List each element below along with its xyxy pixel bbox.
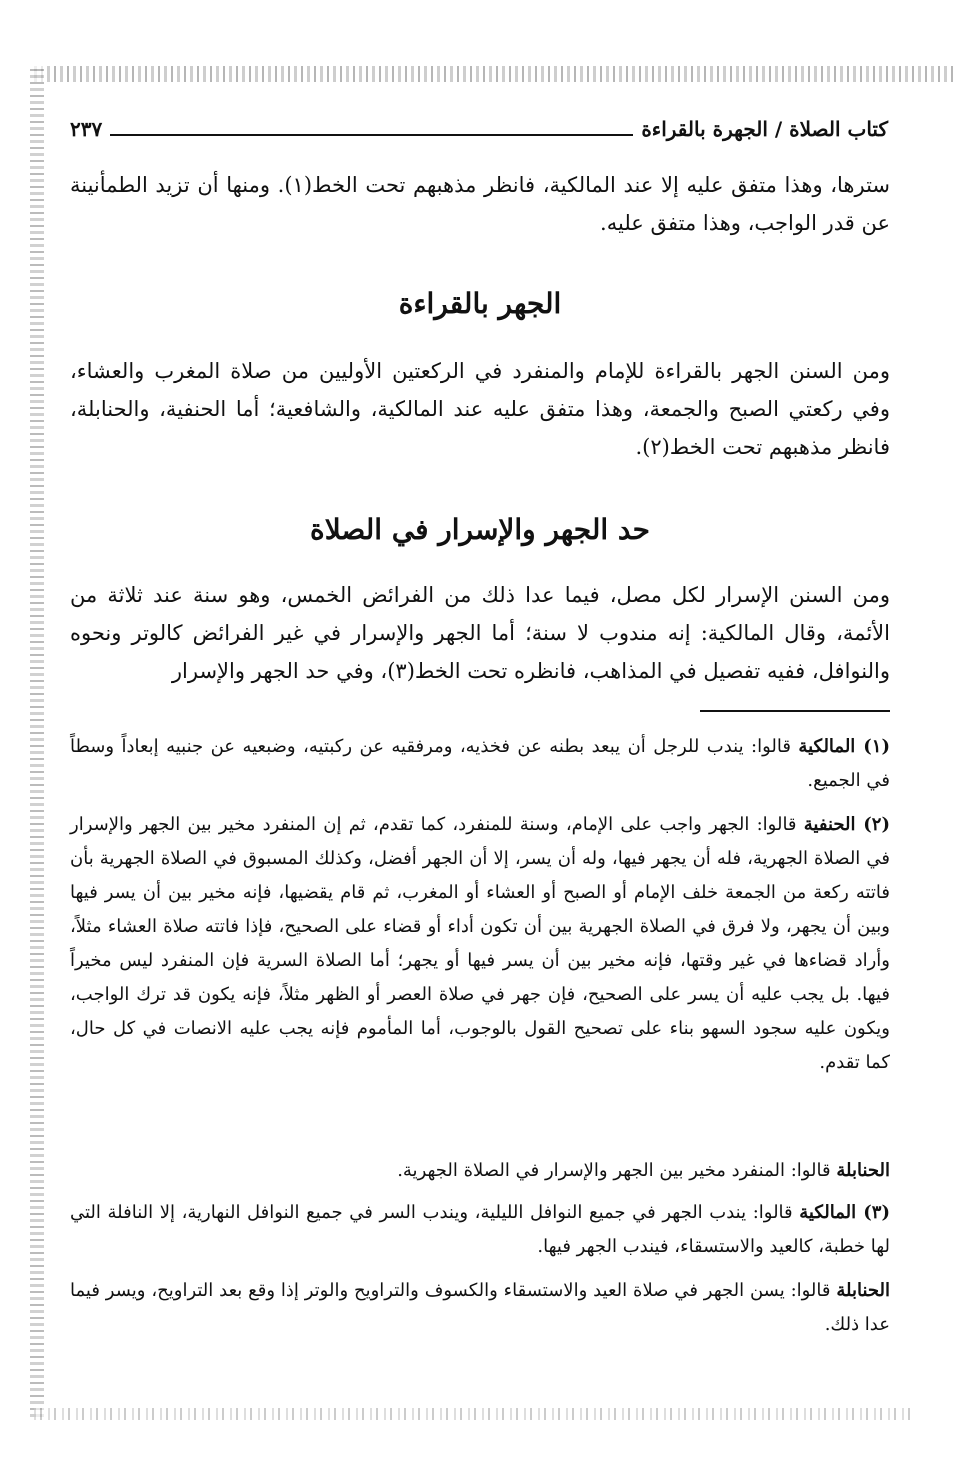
footnote-2 (70, 808, 890, 1080)
page-header (70, 112, 888, 146)
heading-jahr-bil-qiraa: الجهر بالقراءة (398, 287, 562, 320)
footnote-3-text: قالوا: يندب الجهر في جميع النوافل الليلية، ويندب السر في جميع النوافل النهارية، إلا النافلة التي لها خطبة، كالعيد والاستسقاء، فيندب الجهر فيها. (70, 1202, 890, 1257)
decorative-border-bottom (34, 1408, 916, 1420)
footnote-2-lead: (٢) الحنفية (803, 814, 890, 835)
decorative-border-left (30, 66, 44, 1417)
running-title: كتاب الصلاة / الجهرة بالقراءة (641, 117, 888, 141)
footnote-separator (700, 710, 890, 712)
decorative-border-top (34, 66, 956, 82)
footnote-3 (70, 1196, 890, 1264)
header-rule (110, 134, 633, 136)
paragraph-continuation: سترها، وهذا متفق عليه إلا عند المالكية، فانظر مذهبهم تحت الخط(١). ومنها أن تزيد الطمأنينة عن قدر الواجب، وهذا متفق عليه. (70, 173, 891, 235)
footnote-1 (70, 730, 890, 798)
footnote-3-hanabila (70, 1274, 890, 1342)
footnote-3b-text: قالوا: يسن الجهر في صلاة العيد والاستسقاء والكسوف والتراويح والوتر إذا وقع بعد التراويح، ويسر فيما عدا ذلك. (70, 1280, 890, 1335)
footnote-1-text: قالوا: يندب للرجل أن يبعد بطنه عن فخذيه، ومرفقيه عن ركبتيه، وضبعيه عن جنبيه إبعاداً وسطاً في الجميع. (70, 736, 890, 791)
footnote-3b-lead: الحنابلة (836, 1280, 890, 1301)
paragraph-israr: ومن السنن الإسرار لكل مصل، فيما عدا ذلك من الفرائض الخمس، وهو سنة عند ثلاثة من الأئمة، وقال المالكية: إنه مندوب لا سنة؛ أما الجهر والإسرار في غير الفرائض كالوتر ونحوه والنوافل، ففيه تفصيل في المذاهب، فانظره تحت الخط(٣)، وفي حد الجهر والإسرار (70, 583, 890, 683)
footnote-3-lead: (٣) المالكية (799, 1202, 890, 1223)
footnote-2-hanabila (70, 1154, 890, 1188)
page-number: ٢٣٧ (70, 117, 103, 141)
footnote-2b-text: قالوا: المنفرد مخير بين الجهر والإسرار في الصلاة الجهرية. (397, 1160, 837, 1181)
footnote-2-text: قالوا: الجهر واجب على الإمام، وسنة للمنفرد، كما تقدم، ثم إن المنفرد مخير بين الجهر والإسرار في الصلاة الجهرية، فله أن يجهر فيها، وله أن يسر، إلا أن الجهر أفضل، وكذلك المسبوق في الصلاة الجهرية بأن فاتته ركعة من الجمعة خلف الإمام أو الصبح أو العشاء أو المغرب، ثم قام يقضيها، فإنه مخير بين أن يسر فيها وبين أن يجهر، ولا فرق في الصلاة الجهرية بين أن تكون أداء أو قضاء على الصحيح، فإذا فاتته صلاة العشاء مثلاً، وأراد قضاءها في غير وقتها، فإنه مخير بين أن يسر فيها أو يجهر؛ أما الصلاة السرية فإن المنفرد ليس مخيراً فيها. بل يجب عليه أن يسر على الصحيح، فإن جهر في صلاة العصر أو الظهر مثلاً، فإنه يكون قد ترك الواجب، ويكون عليه سجود السهو بناء على تصحيح القول بالوجوب، أما المأموم فإنه يجب عليه الانصات في كل حال، كما تقدم. (70, 814, 890, 1073)
heading-hadd-aljahr: حد الجهر والإسرار في الصلاة (310, 513, 650, 546)
footnote-2b-lead: الحنابلة (836, 1160, 890, 1181)
paragraph-jahr: ومن السنن الجهر بالقراءة للإمام والمنفرد في الركعتين الأوليين من صلاة المغرب والعشاء، وفي ركعتي الصبح والجمعة، وهذا متفق عليه عند المالكية، والشافعية؛ أما الحنفية، والحنابلة، فانظر مذهبهم تحت الخط(٢). (70, 359, 890, 459)
footnote-1-lead: (١) المالكية (798, 736, 890, 757)
